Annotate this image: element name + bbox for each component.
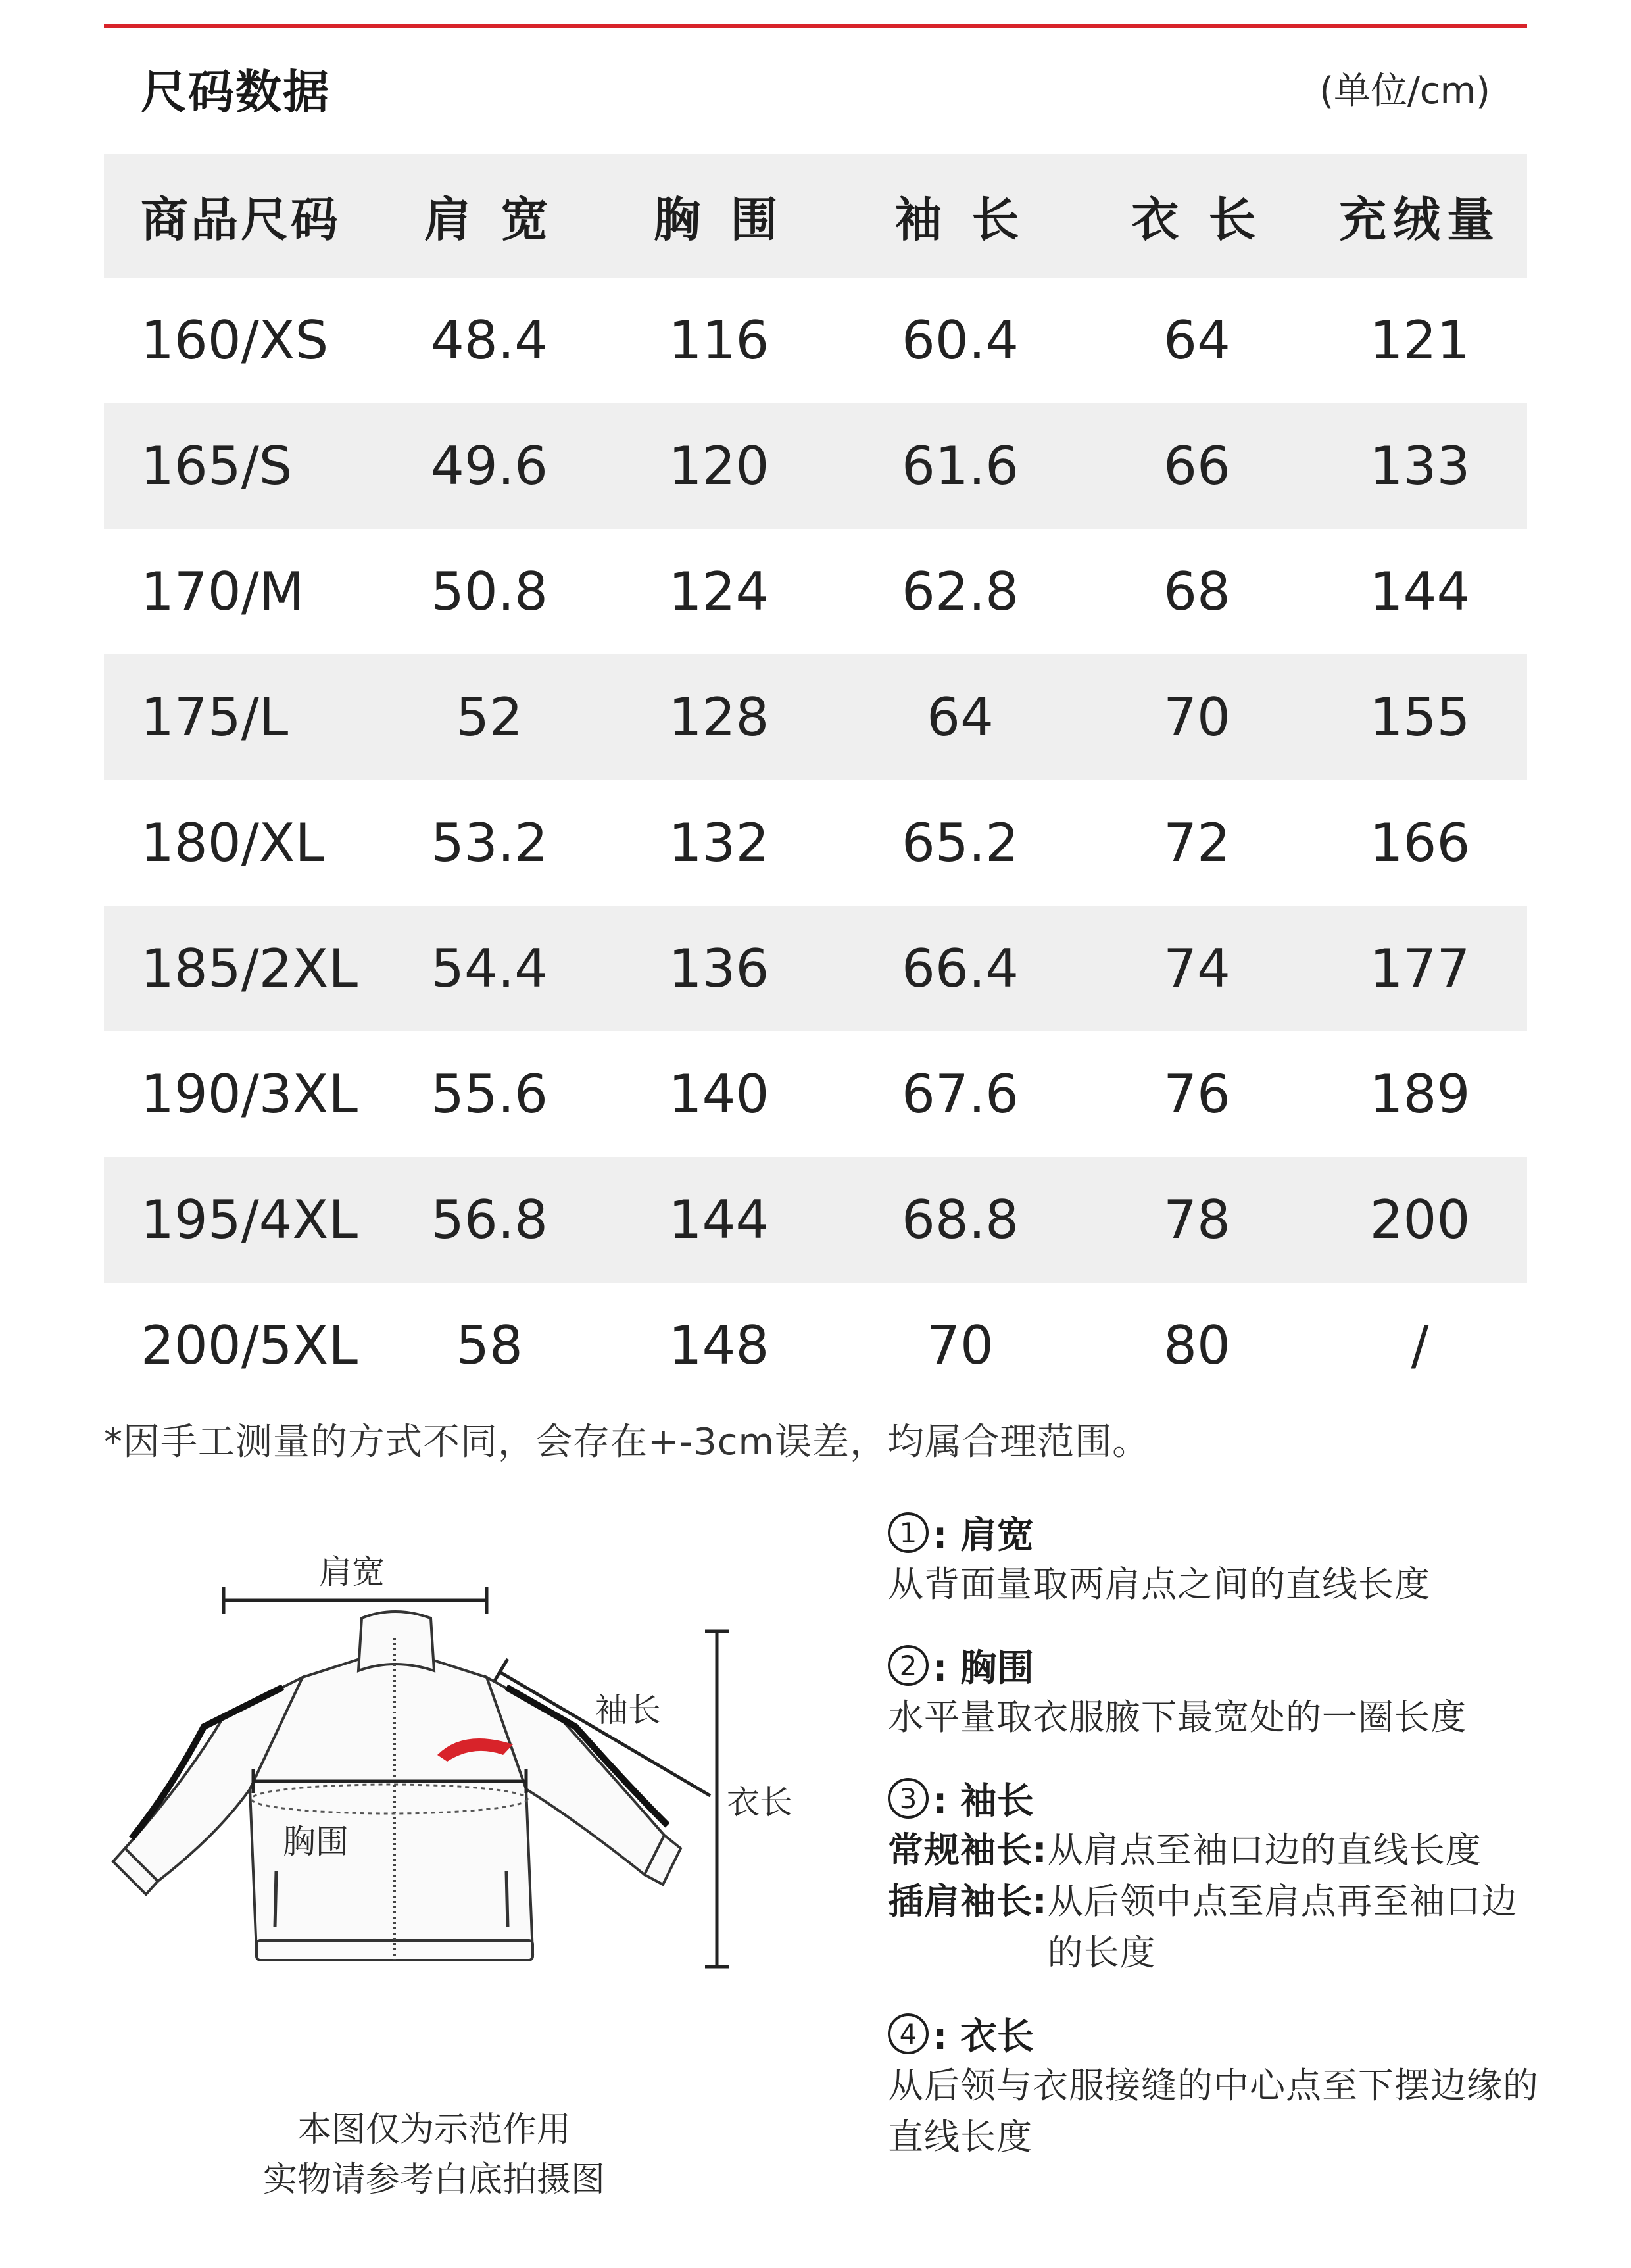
note-text: 水平量取衣服腋下最宽处的一圈长度 (888, 1696, 1467, 1738)
raglan-sleeve-text: 从后领中点至肩点再至袖口边的长度 (1047, 1881, 1518, 1973)
unit-label: (单位/cm) (1319, 70, 1490, 112)
cell-shoulder: 50.8 (430, 561, 548, 622)
jacket-diagram (105, 1506, 855, 2019)
note-title-text: : 肩宽 (933, 1514, 1034, 1557)
cell-fill: 133 (1369, 435, 1471, 497)
cell-size: 165/S (141, 435, 293, 497)
cell-length: 64 (1163, 310, 1230, 371)
cell-sleeve: 65.2 (901, 812, 1019, 874)
cell-fill: 177 (1369, 938, 1471, 999)
cell-fill: 155 (1369, 687, 1471, 748)
chest-label: 胸围 (283, 1823, 349, 1861)
note-title (888, 1772, 1546, 1825)
cell-sleeve: 60.4 (901, 310, 1019, 371)
regular-sleeve-line (888, 1825, 1546, 1876)
cell-chest: 116 (668, 310, 769, 371)
measurement-notes (888, 1506, 1546, 2192)
cell-sleeve: 67.6 (901, 1064, 1019, 1125)
length-dimension-line (705, 1631, 729, 1967)
raglan-sleeve-line (888, 1876, 1546, 1979)
caption-line-1: 本图仅为示范作用 (297, 2110, 571, 2150)
regular-sleeve-text: 从肩点至袖口边的直线长度 (1047, 1829, 1482, 1871)
table-row (104, 1283, 1527, 1408)
cell-shoulder: 48.4 (430, 310, 548, 371)
note-title-text: : 衣长 (933, 2015, 1034, 2058)
top-red-rule (104, 24, 1527, 28)
page-title: 尺码数据 (141, 65, 330, 119)
size-table (104, 154, 1527, 1408)
circled-number-3: 3 (888, 1778, 929, 1819)
cell-fill: 144 (1369, 561, 1471, 622)
circled-number-2: 2 (888, 1645, 929, 1686)
cell-size: 160/XS (141, 310, 329, 371)
cell-chest: 148 (668, 1315, 769, 1376)
cell-size: 195/4XL (141, 1189, 358, 1250)
note-text: 从后领与衣服接缝的中心点至下摆边缘的直线长度 (888, 2065, 1539, 2157)
cell-length: 68 (1163, 561, 1230, 622)
cell-chest: 140 (668, 1064, 769, 1125)
cell-shoulder: 58 (456, 1315, 523, 1376)
cell-length: 78 (1163, 1189, 1230, 1250)
cell-chest: 124 (668, 561, 769, 622)
circled-number-4: 4 (888, 2013, 929, 2054)
cell-shoulder: 52 (456, 687, 523, 748)
cell-shoulder: 55.6 (430, 1064, 548, 1125)
cell-shoulder: 54.4 (430, 938, 548, 999)
diagram-caption (184, 2105, 684, 2205)
note-shoulder (888, 1506, 1546, 1610)
header-sleeve: 袖 长 (894, 192, 1026, 247)
cell-size: 170/M (141, 561, 304, 622)
cell-length: 72 (1163, 812, 1230, 874)
cell-sleeve: 70 (927, 1315, 994, 1376)
caption-line-2: 实物请参考白底拍摄图 (262, 2160, 605, 2200)
cell-size: 190/3XL (141, 1064, 358, 1125)
note-title (888, 1506, 1546, 1559)
cell-length: 76 (1163, 1064, 1230, 1125)
table-row (104, 906, 1527, 1031)
cell-chest: 120 (668, 435, 769, 497)
header-length: 衣 长 (1131, 192, 1263, 247)
cell-length: 80 (1163, 1315, 1230, 1376)
cell-chest: 136 (668, 938, 769, 999)
header-fill: 充绒量 (1338, 192, 1501, 247)
note-title-text: : 袖长 (933, 1780, 1034, 1823)
table-row (104, 780, 1527, 906)
cell-fill: / (1411, 1315, 1429, 1376)
note-title (888, 1639, 1546, 1692)
table-row (104, 654, 1527, 780)
length-label: 衣长 (727, 1783, 792, 1821)
cell-shoulder: 53.2 (430, 812, 548, 874)
note-title-text: : 胸围 (933, 1647, 1034, 1690)
jacket-body (113, 1612, 681, 1960)
raglan-sleeve-label: 插肩袖长: (888, 1881, 1048, 1922)
circled-number-1: 1 (888, 1512, 929, 1553)
cell-shoulder: 56.8 (430, 1189, 548, 1250)
cell-sleeve: 61.6 (901, 435, 1019, 497)
cell-size: 200/5XL (141, 1315, 358, 1376)
cell-shoulder: 49.6 (430, 435, 548, 497)
regular-sleeve-label: 常规袖长: (888, 1829, 1048, 1871)
cell-length: 66 (1163, 435, 1230, 497)
cell-size: 175/L (141, 687, 289, 748)
sleeve-label: 袖长 (595, 1691, 661, 1729)
note-text: 从背面量取两肩点之间的直线长度 (888, 1564, 1430, 1605)
header-size: 商品尺码 (141, 192, 341, 247)
note-chest (888, 1639, 1546, 1743)
cell-sleeve: 62.8 (901, 561, 1019, 622)
cell-chest: 128 (668, 687, 769, 748)
cell-length: 74 (1163, 938, 1230, 999)
cell-chest: 144 (668, 1189, 769, 1250)
header-chest: 胸 围 (653, 192, 785, 247)
cell-chest: 132 (668, 812, 769, 874)
cell-sleeve: 64 (927, 687, 994, 748)
table-row (104, 1031, 1527, 1157)
table-row (104, 403, 1527, 529)
cell-sleeve: 68.8 (901, 1189, 1019, 1250)
note-title (888, 2008, 1546, 2060)
shoulder-label: 肩宽 (319, 1553, 385, 1591)
table-row (104, 529, 1527, 654)
header-shoulder: 肩 宽 (424, 192, 555, 247)
table-row (104, 1157, 1527, 1283)
cell-sleeve: 66.4 (901, 938, 1019, 999)
table-row (104, 278, 1527, 403)
note-sleeve (888, 1772, 1546, 1979)
cell-size: 180/XL (141, 812, 325, 874)
jacket-illustration (105, 1506, 855, 2019)
measurement-footnote: *因手工测量的方式不同，会存在+-3cm误差，均属合理范围。 (104, 1421, 1150, 1464)
cell-fill: 121 (1369, 310, 1471, 371)
cell-length: 70 (1163, 687, 1230, 748)
cell-fill: 189 (1369, 1064, 1471, 1125)
cell-fill: 166 (1369, 812, 1471, 874)
note-length (888, 2008, 1546, 2163)
cell-size: 185/2XL (141, 938, 358, 999)
cell-fill: 200 (1369, 1189, 1471, 1250)
table-header-row (104, 154, 1527, 278)
